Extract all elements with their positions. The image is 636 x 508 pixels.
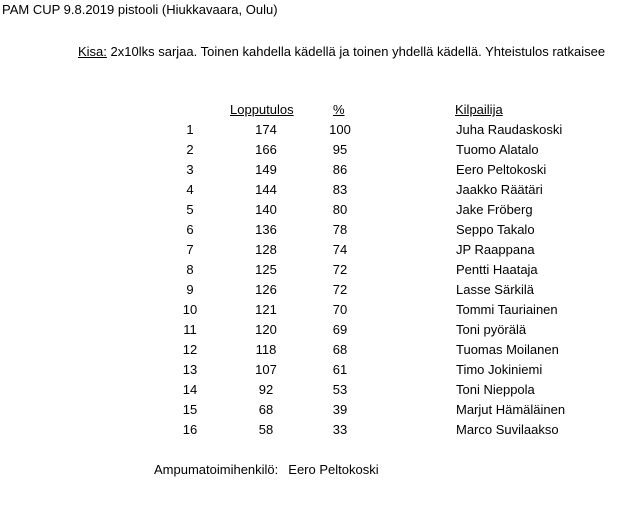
score-cell: 174 (255, 122, 277, 137)
percent-cell: 74 (332, 242, 348, 257)
percent-cell: 72 (332, 262, 348, 277)
score-cell: 140 (255, 202, 277, 217)
score-cell: 121 (255, 302, 277, 317)
percent-cell: 33 (332, 422, 348, 437)
header-score: Lopputulos (230, 102, 294, 117)
competitor-cell: Toni Nieppola (456, 382, 535, 397)
rank-cell: 11 (183, 322, 197, 337)
percent-cell: 53 (332, 382, 348, 397)
page-title: PAM CUP 9.8.2019 pistooli (Hiukkavaara, Oulu) (2, 2, 278, 17)
rank-cell: 2 (186, 142, 194, 157)
rank-cell: 14 (182, 382, 198, 397)
score-cell: 118 (255, 342, 277, 357)
score-cell: 68 (258, 402, 274, 417)
competitor-cell: Pentti Haataja (456, 262, 538, 277)
competitor-cell: Tommi Tauriainen (456, 302, 558, 317)
rank-cell: 16 (182, 422, 198, 437)
rank-cell: 6 (186, 222, 194, 237)
percent-cell: 95 (332, 142, 348, 157)
rank-cell: 1 (186, 122, 194, 137)
percent-cell: 69 (332, 322, 348, 337)
score-cell: 149 (255, 162, 277, 177)
competitor-cell: Tuomo Alatalo (456, 142, 539, 157)
official-name: Eero Peltokoski (288, 462, 379, 477)
score-cell: 107 (255, 362, 277, 377)
description-text: 2x10lks sarjaa. Toinen kahdella kädellä ja toinen yhdellä kädellä. Yhteistulos ratkaisee (106, 44, 606, 59)
percent-cell: 70 (332, 302, 348, 317)
competitor-cell: Juha Raudaskoski (456, 122, 563, 137)
score-cell: 120 (255, 322, 277, 337)
rank-cell: 7 (186, 242, 194, 257)
rank-cell: 12 (182, 342, 198, 357)
percent-cell: 80 (332, 202, 348, 217)
score-cell: 125 (255, 262, 277, 277)
competitor-cell: Lasse Särkilä (456, 282, 535, 297)
competitor-cell: Toni pyörälä (456, 322, 527, 337)
score-cell: 128 (255, 242, 277, 257)
score-cell: 136 (255, 222, 277, 237)
competition-description (78, 42, 618, 62)
competitor-cell: Jake Fröberg (456, 202, 533, 217)
competitor-cell: Timo Jokiniemi (456, 362, 543, 377)
official-label: Ampumatoimihenkilö: (154, 462, 279, 477)
rank-cell: 10 (182, 302, 198, 317)
percent-cell: 100 (329, 122, 351, 137)
rank-cell: 8 (186, 262, 194, 277)
description-key: Kisa: (78, 44, 107, 59)
percent-cell: 72 (332, 282, 348, 297)
header-competitor: Kilpailija (455, 102, 503, 117)
rank-cell: 15 (182, 402, 198, 417)
header-percent: % (333, 102, 345, 117)
rank-cell: 9 (186, 282, 194, 297)
rank-cell: 3 (186, 162, 194, 177)
score-cell: 58 (258, 422, 274, 437)
rank-cell: 5 (186, 202, 194, 217)
competitor-cell: Tuomas Moilanen (456, 342, 559, 357)
score-cell: 166 (255, 142, 277, 157)
percent-cell: 39 (332, 402, 348, 417)
score-cell: 92 (258, 382, 274, 397)
percent-cell: 68 (332, 342, 348, 357)
percent-cell: 61 (332, 362, 348, 377)
score-cell: 126 (255, 282, 277, 297)
competitor-cell: Marco Suvilaakso (456, 422, 559, 437)
range-official (154, 462, 379, 478)
percent-cell: 86 (332, 162, 348, 177)
competitor-cell: JP Raappana (456, 242, 535, 257)
percent-cell: 83 (332, 182, 348, 197)
competitor-cell: Marjut Hämäläinen (456, 402, 566, 417)
rank-cell: 4 (186, 182, 194, 197)
score-cell: 144 (255, 182, 277, 197)
competitor-cell: Jaakko Räätäri (456, 182, 543, 197)
competitor-cell: Seppo Takalo (456, 222, 535, 237)
competitor-cell: Eero Peltokoski (456, 162, 547, 177)
percent-cell: 78 (332, 222, 348, 237)
rank-cell: 13 (182, 362, 198, 377)
